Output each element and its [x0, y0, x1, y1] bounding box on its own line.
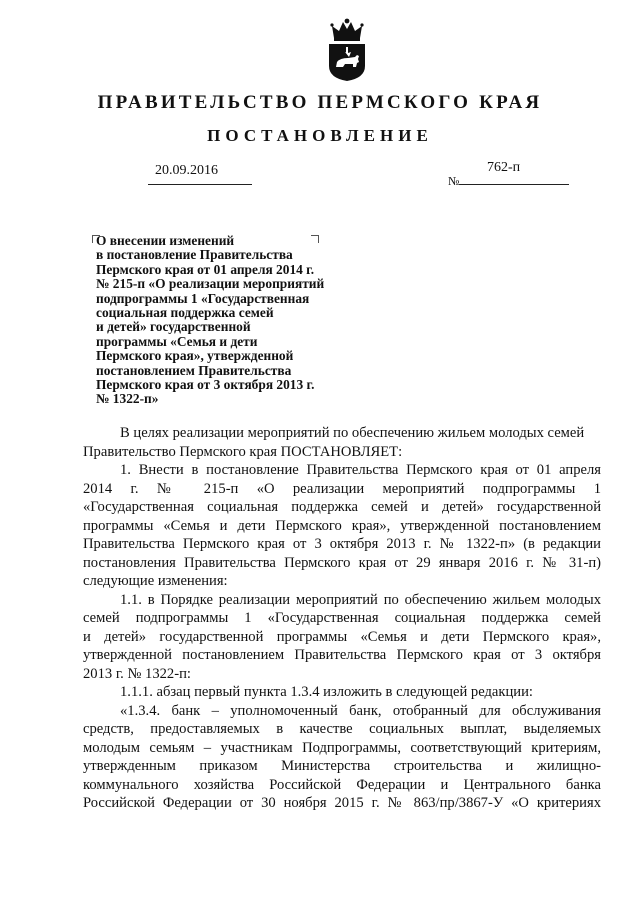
body-line: Российской Федерации от 30 ноября 2015 г. № 863/пр/3867-У «О критериях — [83, 795, 601, 811]
body-line: 2014 г. № 215-п «О реализации мероприятий подпрограммы 1 — [83, 480, 601, 497]
subject-line: в постановление Правительства — [96, 247, 293, 263]
body-line: молодым семьям – участникам Подпрограммы, соответствующий критериям, — [83, 739, 601, 756]
document-type: ПОСТАНОВЛЕНИЕ — [207, 126, 433, 145]
government-title: ПРАВИТЕЛЬСТВО ПЕРМСКОГО КРАЯ — [97, 92, 543, 113]
body-line: коммунального хозяйства Российской Федерации и Центрального банка — [83, 776, 601, 793]
body-line: семей подпрограммы 1 «Государственная социальная поддержка семей — [83, 610, 601, 626]
number-underline — [459, 184, 569, 185]
body-line: «Государственная социальная поддержка семей и детей» государственной — [83, 499, 601, 515]
body-line: В целях реализации мероприятий по обеспечению жильем молодых семей — [120, 425, 585, 441]
perm-krai-coat-of-arms-icon — [326, 16, 368, 82]
body-line: 1.1.1. абзац первый пункта 1.3.4 изложить в следующей редакции: — [120, 684, 533, 700]
body-line: постановления Правительства Пермского края от 29 января 2016 г. № 31-п) — [83, 554, 601, 571]
body-line: 1.1. в Порядке реализации мероприятий по обеспечению жильем молодых — [120, 591, 601, 608]
body-line: утвержденной постановлением Правительства Пермского края от 3 октября — [83, 647, 601, 663]
body-line: утвержденным приказом Министерства строительства и жилищно- — [83, 758, 601, 774]
body-line: программы «Семья и дети Пермского края», утвержденной постановлением — [83, 517, 601, 534]
number-sign: № — [448, 174, 460, 188]
body-line: «1.3.4. банк – уполномоченный банк, отобранный для обслуживания — [120, 702, 601, 719]
body-line: Правительства Пермского края от 3 октября 2013 г. № 1322-п» (в редакции — [83, 536, 601, 552]
subject-line: социальная поддержка семей — [96, 305, 274, 321]
subject-line: Пермского края от 3 октября 2013 г. — [96, 377, 315, 393]
body-line: 2013 г. № 1322-п: — [83, 665, 191, 682]
document-date: 20.09.2016 — [155, 163, 218, 178]
subject-line: постановлением Правительства — [96, 362, 292, 378]
subject-line: подпрограммы 1 «Государственная — [96, 290, 310, 306]
subject-line: и детей» государственной — [96, 319, 251, 335]
body-line: средств, предоставляемых в качестве социальных выплат, выделяемых — [83, 721, 601, 737]
body-line: следующие изменения: — [83, 573, 228, 589]
date-underline — [148, 184, 252, 185]
subject-line: Пермского края от 01 апреля 2014 г. — [96, 261, 315, 277]
body-line: и детей» государственной программы «Семья и дети Пермского края», — [83, 628, 601, 645]
subject-line: О внесении изменений — [96, 233, 235, 248]
subject-line: № 1322-п» — [96, 391, 159, 407]
subject-line: Пермского края», утвержденной — [96, 348, 294, 364]
subject-line: № 215-п «О реализации мероприятий — [96, 276, 325, 292]
body-line: Правительство Пермского края ПОСТАНОВЛЯЕТ: — [83, 443, 403, 460]
body-line: 1. Внести в постановление Правительства Пермского края от 01 апреля — [120, 462, 601, 478]
document-subject — [96, 234, 376, 407]
document-body — [83, 424, 601, 813]
subject-line: программы «Семья и дети — [96, 333, 258, 349]
document-number: 762-п — [487, 160, 521, 175]
